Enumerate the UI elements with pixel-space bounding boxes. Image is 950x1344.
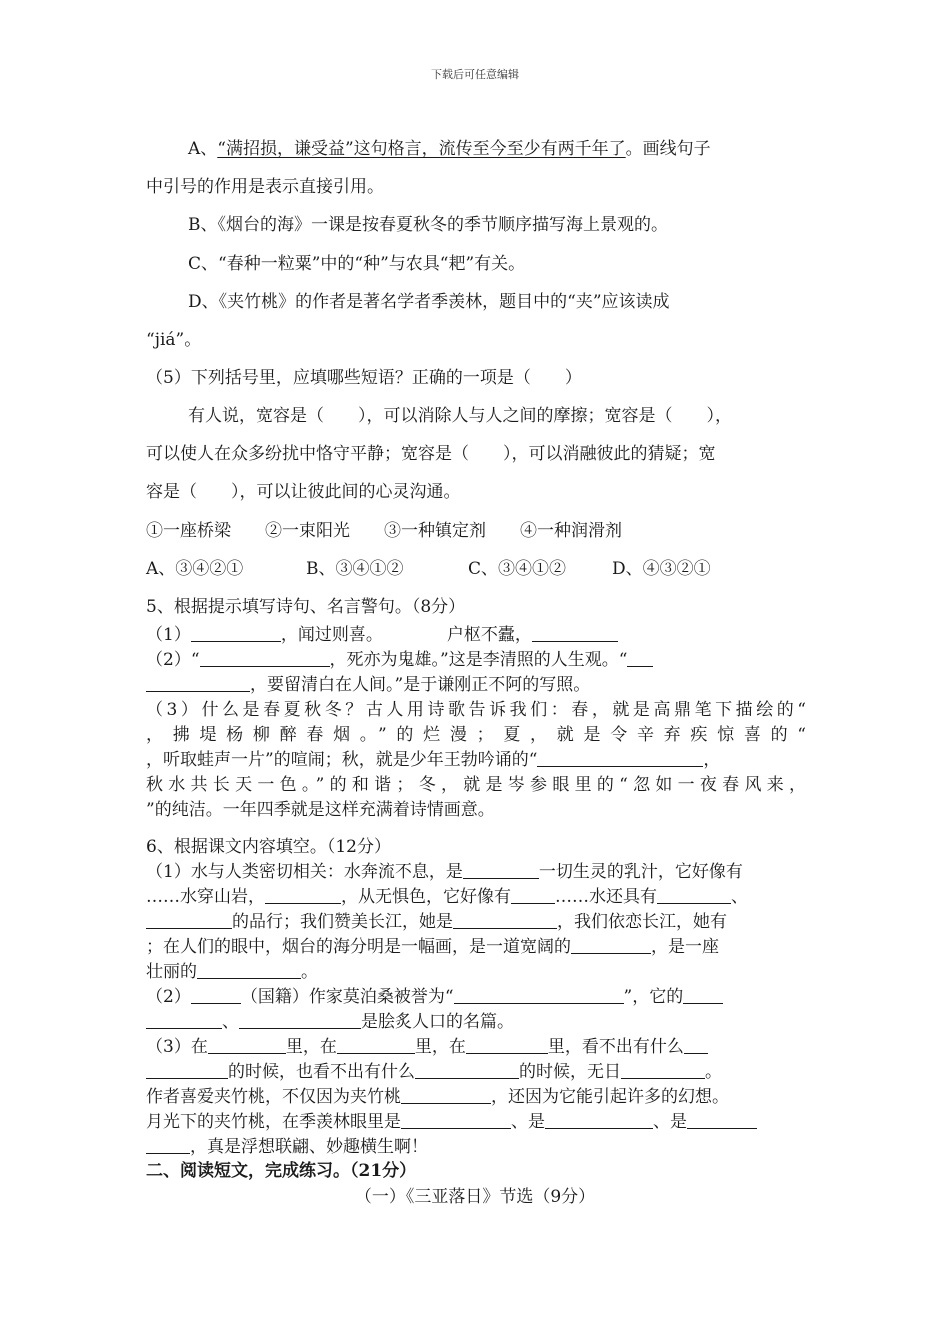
q6-text: ，是一座: [651, 937, 719, 957]
q5-item1-text2: 户枢不蠹，: [446, 625, 532, 645]
q5-line4: （3）什么是春夏秋冬？古人用诗歌告诉我们：春，就是高鼎笔下描绘的“: [146, 700, 806, 720]
option-a-tail: 。画线句子: [625, 139, 711, 159]
q6-line2: [146, 886, 806, 908]
q6-text: ，从无惧色，它好像有: [341, 887, 511, 907]
q6-text: ……水穿山岩，: [146, 887, 265, 907]
answer-blank[interactable]: [687, 1112, 757, 1129]
option-b: B、《烟台的海》一课是按春夏秋冬的季节顺序描写海上景观的。: [188, 215, 668, 235]
q6-text: 里，在: [285, 1037, 337, 1057]
q6-text: ……水还具有: [555, 887, 657, 907]
answer-blank[interactable]: [657, 887, 731, 904]
q6-text: 、: [731, 887, 748, 907]
answer-blank[interactable]: [239, 1012, 361, 1029]
q6-text: （3）在: [146, 1037, 208, 1057]
question-6-title: 6、根据课文内容填空。（12分）: [146, 837, 391, 857]
q5-line3: [146, 674, 806, 696]
q6-text: ，真是浮想联翩、妙趣横生啊！: [190, 1137, 428, 1157]
option-c: C、“春种一粒粟”中的“种”与农具“耙”有关。: [188, 254, 526, 274]
q6-line10: [146, 1086, 806, 1108]
q6-text: 的时候，无日: [519, 1062, 621, 1082]
subquestion-5-stem: （5）下列括号里，应填哪些短语？正确的一项是（ ）: [146, 368, 582, 388]
answer-blank[interactable]: [454, 987, 624, 1004]
page-header: 下载后可任意编辑: [431, 68, 519, 81]
q5-line8: ”的纯洁。一年四季就是这样充满着诗情画意。: [146, 800, 495, 820]
q6-text: 、是: [511, 1112, 545, 1132]
q6-line1: [146, 861, 806, 883]
q6-text: 月光下的夹竹桃，在季羡林眼里是: [146, 1112, 401, 1132]
answer-blank[interactable]: [571, 937, 651, 954]
option-a-line: [188, 138, 848, 160]
answer-blank[interactable]: [466, 1037, 548, 1054]
q6-text: 里，在: [414, 1037, 466, 1057]
q6-line8: [146, 1036, 806, 1058]
paragraph-line3: 容是（ ），可以让彼此间的心灵沟通。: [146, 482, 461, 502]
q5-line7: 秋水共长天一色。”的和谐；冬，就是岑参眼里的“忽如一夜春风来，: [146, 775, 806, 795]
q6-text: 。: [301, 962, 318, 982]
answer-blank[interactable]: [146, 1062, 228, 1079]
q6-text: 。: [705, 1062, 722, 1082]
answer-blank[interactable]: [265, 887, 341, 904]
q6-text: ，还因为它能引起许多的幻想。: [491, 1087, 729, 1107]
option-d-line2: “jiá”。: [146, 330, 202, 350]
q6-text: ”，它的: [623, 987, 684, 1007]
answer-blank[interactable]: [537, 750, 703, 767]
answer-blank[interactable]: [200, 650, 330, 667]
q6-text: 的品行；我们赞美长江，她是: [232, 912, 453, 932]
q6-line3: [146, 911, 806, 933]
answer-a: A、③④②①: [146, 559, 244, 579]
q6-text: 作者喜爱夹竹桃，不仅因为夹竹桃: [146, 1087, 401, 1107]
answer-blank[interactable]: [532, 625, 618, 642]
q6-text: 的时候，也看不出有什么: [228, 1062, 415, 1082]
answer-blank[interactable]: [146, 675, 250, 692]
option-a-label: A、: [188, 139, 218, 159]
answer-blank[interactable]: [415, 1062, 519, 1079]
q5-item1-label: （1）: [146, 625, 191, 645]
q6-text: （国籍）作家莫泊桑被誉为“: [240, 987, 454, 1007]
q6-line7: [146, 1011, 806, 1033]
q6-line5: [146, 961, 806, 983]
q6-text: ；在人们的眼中，烟台的海分明是一幅画，是一道宽阔的: [146, 937, 571, 957]
q6-text: 、是: [653, 1112, 687, 1132]
section-2-title: 二、阅读短文，完成练习。（21分）: [146, 1161, 417, 1181]
answer-blank[interactable]: [401, 1112, 511, 1129]
q6-text: 一切生灵的乳汁，它好像有: [538, 862, 743, 882]
q5-line6-text: ，听取蛙声一片”的喧闹；秋，就是少年王勃吟诵的“: [146, 750, 538, 770]
paragraph-line1: 有人说，宽容是（ ），可以消除人与人之间的摩擦；宽容是（ ），: [188, 406, 732, 426]
answer-b: B、③④①②: [306, 559, 404, 579]
q6-text: （2）: [146, 987, 191, 1007]
underlined-sentence: “满招损，谦受益”这句格言，流传至今至少有两千年了: [217, 139, 626, 159]
answer-blank[interactable]: [453, 912, 557, 929]
answer-d: D、④③②①: [612, 559, 711, 579]
question-5-title: 5、根据提示填写诗句、名言警句。（8分）: [146, 597, 466, 617]
option-a-line2: 中引号的作用是表示直接引用。: [146, 177, 384, 197]
answer-blank[interactable]: [627, 650, 653, 667]
answer-blank[interactable]: [684, 1037, 708, 1054]
q6-text: 里，看不出有什么: [547, 1037, 684, 1057]
q5-line1: [146, 624, 806, 646]
answer-blank[interactable]: [401, 1087, 491, 1104]
q5-line5: ，拂堤杨柳醉春烟。”的烂漫；夏，就是令辛弃疾惊喜的“: [146, 725, 806, 745]
paragraph-line2: 可以使人在众多纷扰中恪守平静；宽容是（ ），可以消融彼此的猜疑；宽: [146, 444, 716, 464]
answer-c: C、③④①②: [468, 559, 567, 579]
q6-text: 是脍炙人口的名篇。: [361, 1012, 514, 1032]
answer-options: [146, 558, 806, 580]
answer-blank[interactable]: [191, 625, 281, 642]
q5-line6: ，听取蛙声一片”的喧闹；秋，就是少年王勃吟诵的“ ，: [146, 750, 721, 770]
q6-line12: [146, 1136, 806, 1158]
q6-text: 壮丽的: [146, 962, 197, 982]
answer-blank[interactable]: [463, 862, 539, 879]
answer-blank[interactable]: [191, 987, 241, 1004]
answer-blank[interactable]: [511, 887, 555, 904]
q6-line9: [146, 1061, 806, 1083]
choice-items: ①一座桥梁 ②一束阳光 ③一种镇定剂 ④一种润滑剂: [146, 521, 622, 541]
answer-blank[interactable]: [545, 1112, 653, 1129]
section-2-subtitle: （一）《三亚落日》节选（9分）: [354, 1187, 596, 1207]
q6-text: 、: [222, 1012, 239, 1032]
q5-item2-text2: ，要留清白在人间。”是于谦刚正不阿的写照。: [250, 675, 591, 695]
answer-blank[interactable]: [197, 962, 301, 979]
q6-text: ，我们依恋长江，她有: [557, 912, 727, 932]
q5-item2-label: （2）“: [146, 650, 200, 670]
answer-blank[interactable]: [683, 987, 723, 1004]
q5-item1-text: ，闻过则喜。: [280, 625, 383, 645]
q5-item2-text: ，死亦为鬼雄。”这是李清照的人生观。“: [329, 650, 628, 670]
answer-blank[interactable]: [337, 1037, 415, 1054]
answer-blank[interactable]: [621, 1062, 705, 1079]
option-d-line1: D、《夹竹桃》的作者是著名学者季羡林，题目中的“夹”应该读成: [188, 292, 670, 312]
q6-line6: [146, 986, 806, 1008]
answer-blank[interactable]: [208, 1037, 286, 1054]
answer-blank[interactable]: [146, 912, 232, 929]
q6-line11: [146, 1111, 806, 1133]
answer-blank[interactable]: [146, 1012, 222, 1029]
q5-line2: [146, 649, 806, 671]
q6-line4: [146, 936, 806, 958]
q6-text: （1）水与人类密切相关：水奔流不息，是: [146, 862, 463, 882]
answer-blank[interactable]: [146, 1137, 190, 1154]
